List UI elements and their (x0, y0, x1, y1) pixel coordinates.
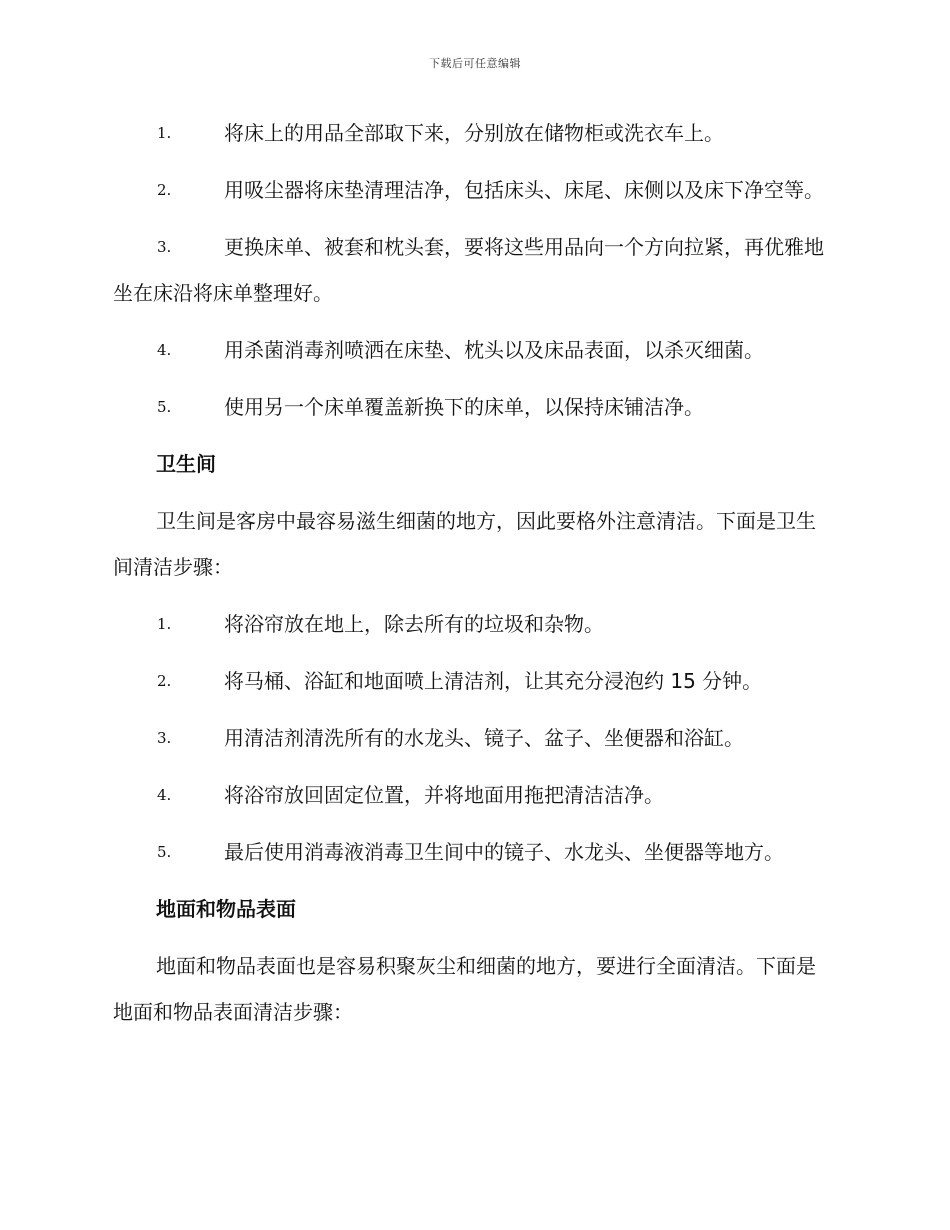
list-number: 4. (157, 786, 172, 804)
list-item-text: 将浴帘放在地上，除去所有的垃圾和杂物。 (224, 612, 604, 636)
list-item-text: 用吸尘器将床垫清理洁净，包括床头、床尾、床侧以及床下净空等。 (224, 178, 824, 202)
list-number: 5. (157, 398, 172, 416)
list-item (113, 601, 835, 647)
page-header: 下载后可任意编辑 (429, 57, 521, 70)
list-number: 1. (157, 124, 172, 142)
list-number: 2. (157, 672, 172, 690)
section-heading-floor: 地面和物品表面 (156, 897, 296, 921)
list-item (113, 829, 835, 875)
list-number: 5. (157, 843, 172, 861)
list-item-text: 将马桶、浴缸和地面喷上清洁剂，让其充分浸泡约 15 分钟。 (224, 669, 763, 693)
list-item-text: 最后使用消毒液消毒卫生间中的镜子、水龙头、坐便器等地方。 (224, 840, 784, 864)
list-item (113, 167, 835, 213)
list-number: 4. (157, 341, 172, 359)
list-item (113, 327, 835, 373)
list-item (113, 384, 835, 430)
section-heading-bathroom: 卫生间 (156, 452, 216, 476)
list-item (113, 110, 835, 156)
list-item-text: 用杀菌消毒剂喷洒在床垫、枕头以及床品表面，以杀灭细菌。 (224, 338, 764, 362)
list-number: 1. (157, 615, 172, 633)
list-item (113, 224, 835, 316)
list-item-text: 更换床单、被套和枕头套，要将这些用品向一个方向拉紧，再优雅地坐在床沿将床单整理好。 (113, 235, 824, 305)
list-item (113, 772, 835, 818)
section-intro-floor: 地面和物品表面也是容易积聚灰尘和细菌的地方，要进行全面清洁。下面是地面和物品表面清洁步骤： (113, 954, 816, 1024)
list-item-text: 将床上的用品全部取下来，分别放在储物柜或洗衣车上。 (224, 121, 724, 145)
list-number: 3. (157, 729, 172, 747)
list-item-text: 用清洁剂清洗所有的水龙头、镜子、盆子、坐便器和浴缸。 (224, 726, 744, 750)
list-item (113, 658, 835, 704)
list-number: 2. (157, 181, 172, 199)
list-item-text: 将浴帘放回固定位置，并将地面用拖把清洁洁净。 (224, 783, 664, 807)
list-item-text: 使用另一个床单覆盖新换下的床单，以保持床铺洁净。 (224, 395, 704, 419)
section-intro-bathroom: 卫生间是客房中最容易滋生细菌的地方，因此要格外注意清洁。下面是卫生间清洁步骤： (113, 509, 816, 579)
list-number: 3. (157, 238, 172, 256)
list-item (113, 715, 835, 761)
document-body (113, 110, 835, 1046)
